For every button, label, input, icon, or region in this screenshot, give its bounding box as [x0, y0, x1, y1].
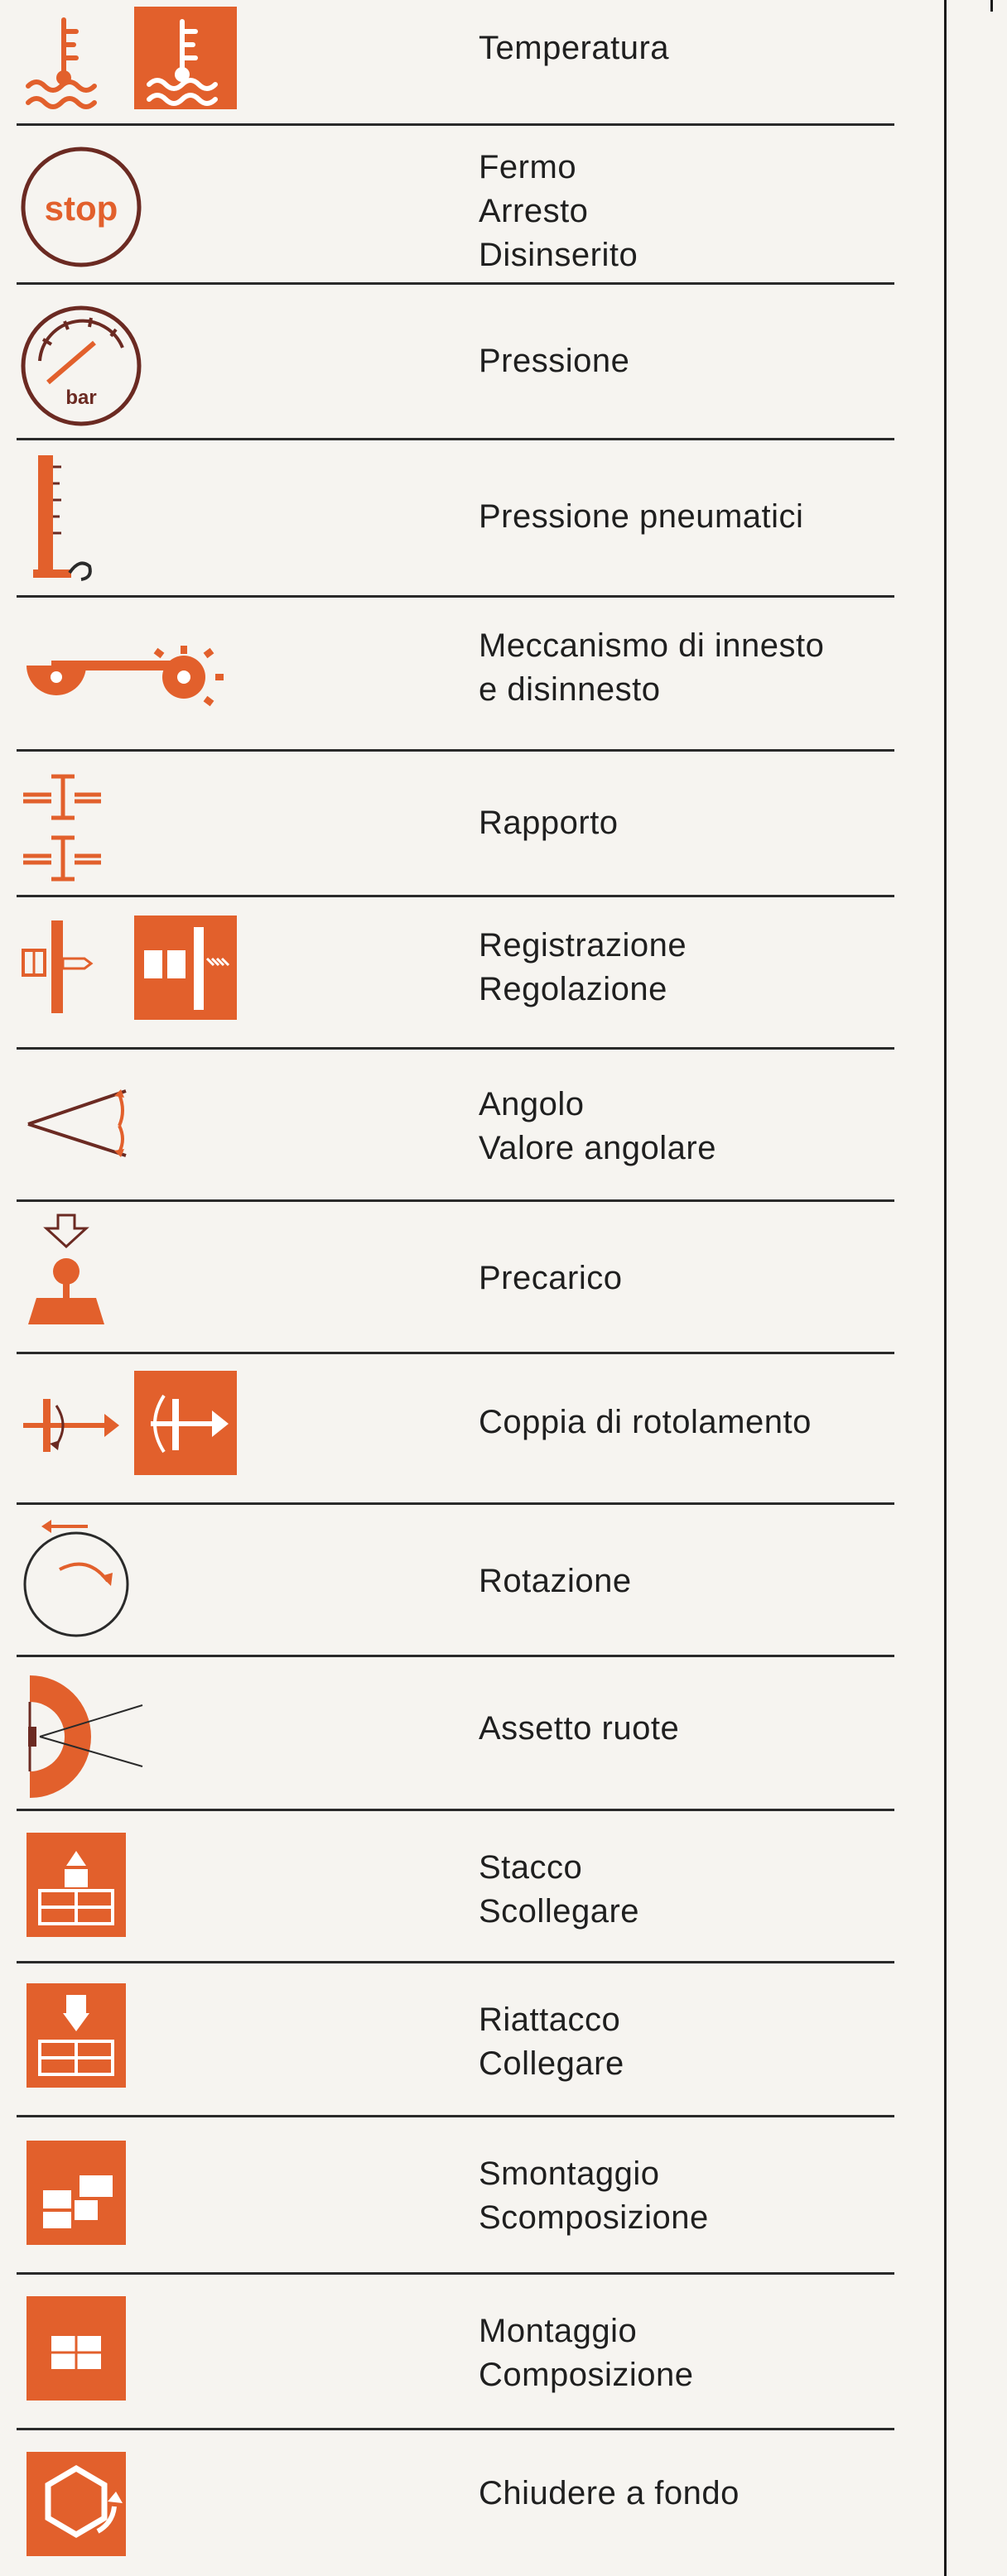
entry-label: Temperatura: [479, 30, 670, 66]
entry-label: Coppia di rotolamento: [479, 1404, 812, 1440]
page-border: [944, 0, 947, 2576]
legend-row: [0, 598, 944, 752]
disassembly-icon: [18, 2136, 134, 2252]
entry-label: Regolazione: [479, 971, 667, 1007]
legend-row: [0, 126, 944, 285]
entry-label: Rapporto: [479, 805, 619, 841]
entry-label: Collegare: [479, 2045, 624, 2082]
legend-row: [0, 2275, 944, 2430]
entry-label: Valore angolare: [479, 1130, 716, 1166]
entry-label: e disinnesto: [479, 671, 661, 708]
legend-row: [0, 1657, 944, 1811]
entry-label: Fermo: [479, 149, 577, 185]
adjustment-icon: [18, 912, 242, 1028]
entry-label: Rotazione: [479, 1563, 632, 1599]
entry-label: Arresto: [479, 193, 589, 229]
wheel-alignment-icon: [18, 1669, 159, 1801]
legend-row: [0, 1811, 944, 1963]
gear-ratio-icon: [18, 768, 134, 892]
entry-label: Precarico: [479, 1260, 623, 1296]
rolling-torque-icon: [18, 1367, 242, 1483]
rotation-icon: [18, 1505, 151, 1646]
legend-row: [0, 1505, 944, 1657]
engage-mechanism-icon: [18, 622, 250, 730]
entry-label: Stacco: [479, 1849, 583, 1886]
entry-label: Pressione pneumatici: [479, 498, 804, 535]
entry-label: Riattacco: [479, 2002, 621, 2038]
preload-icon: [18, 1207, 126, 1339]
stop-icon-text: stop: [44, 189, 118, 228]
legend-row: [0, 897, 944, 1050]
legend-row: [0, 2430, 944, 2576]
temperature-icon: [18, 2, 258, 118]
legend-row: [0, 1963, 944, 2117]
legend-row: [0, 2117, 944, 2275]
entry-label: Smontaggio: [479, 2155, 660, 2192]
legend-row: [0, 440, 944, 598]
entry-label: Composizione: [479, 2357, 694, 2393]
pressure-gauge-icon: [18, 290, 151, 439]
pressure-gauge-icon-text: bar: [65, 387, 97, 409]
tighten-fully-icon: [18, 2447, 134, 2563]
reconnect-icon: [18, 1978, 134, 2094]
assembly-icon: [18, 2291, 134, 2407]
entry-label: Scollegare: [479, 1893, 640, 1930]
legend-row: [0, 0, 944, 126]
legend-row: [0, 1050, 944, 1202]
entry-label: Angolo: [479, 1086, 585, 1122]
stop-icon: [18, 136, 151, 276]
tyre-pressure-icon: [18, 449, 118, 589]
legend-row: [0, 1354, 944, 1505]
angle-icon: [18, 1074, 142, 1174]
entry-label: Chiudere a fondo: [479, 2475, 740, 2511]
entry-label: Meccanismo di innesto: [479, 627, 825, 664]
entry-label: Assetto ruote: [479, 1710, 680, 1747]
entry-label: Registrazione: [479, 927, 687, 964]
entry-label: Pressione: [479, 343, 630, 379]
entry-label: Disinserito: [479, 237, 638, 273]
disconnect-icon: [18, 1828, 134, 1944]
legend-row: [0, 752, 944, 897]
legend-row: [0, 285, 944, 440]
legend-row: [0, 1202, 944, 1354]
entry-label: Montaggio: [479, 2313, 638, 2349]
entry-label: Scomposizione: [479, 2199, 709, 2236]
page-edge-mark: [990, 0, 993, 12]
